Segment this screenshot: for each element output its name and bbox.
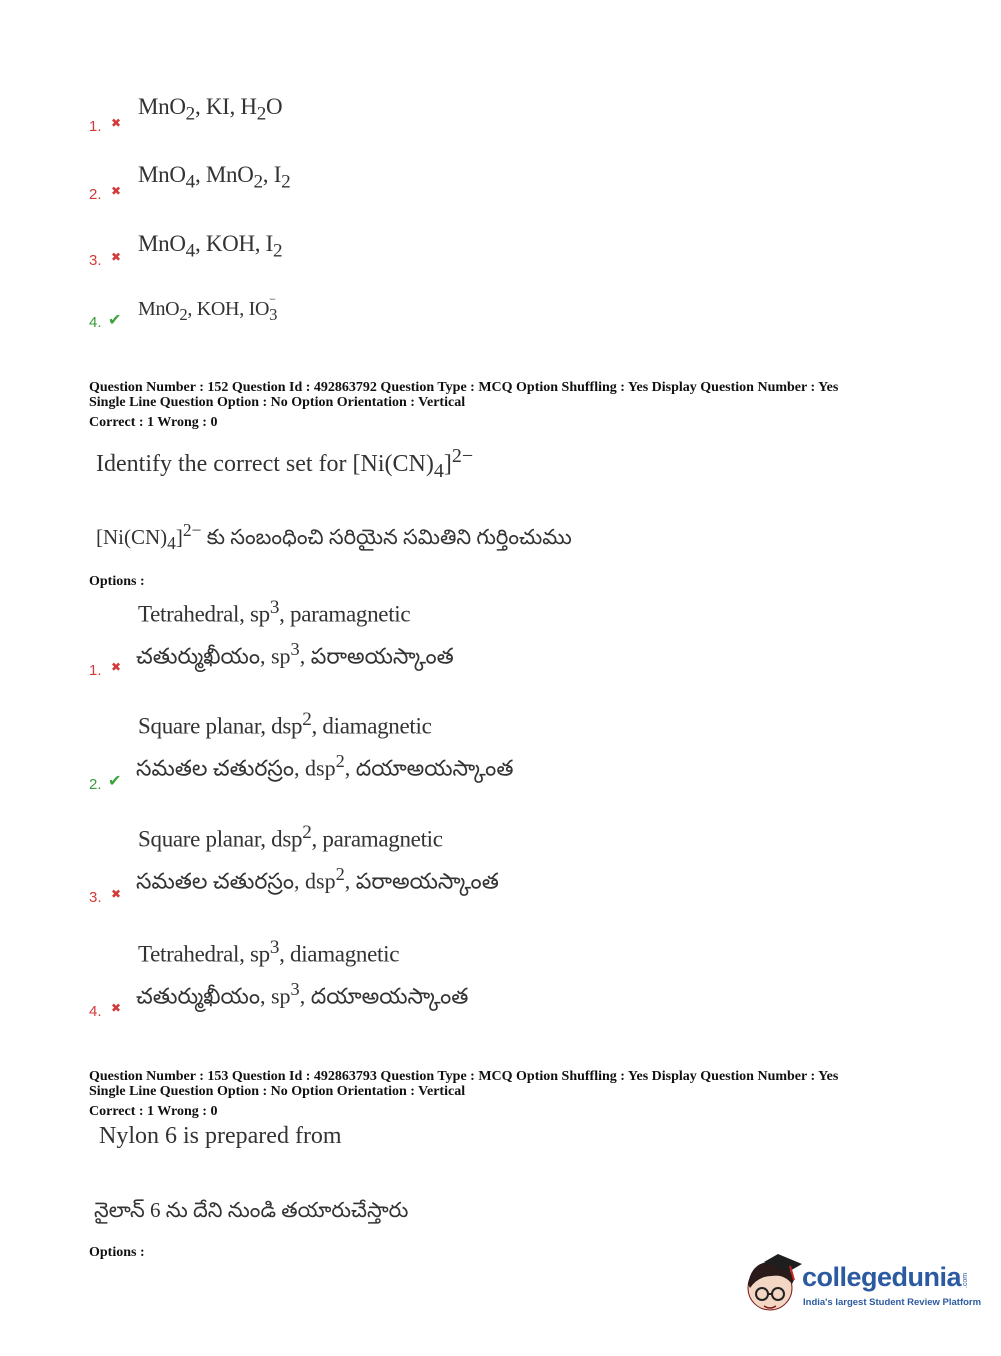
option-text-english: Square planar, dsp$^2$, paramagnetic <box>138 822 443 852</box>
brand-name: collegedunia <box>802 1262 962 1292</box>
question-text-english: Identify the correct set for $[Ni(CN)_4]^{2-}$ <box>96 445 474 482</box>
question-score-line: Correct : 1 Wrong : 0 <box>89 1104 218 1119</box>
option-number: 2. <box>89 776 102 793</box>
option-text-telugu: సమతల చతురస్రం, dsp$^2$, దయాఅయస్కాంత <box>136 751 514 781</box>
wrong-mark-icon: ✖ <box>111 250 122 264</box>
question-text-telugu: $[Ni(CN)_4]^{2-}$ కు సంబంధించి సరియైన సమితిని గుర్తించుము <box>96 520 572 554</box>
option-text: MnO$_2$, KOH, $IO_3$ − <box>138 292 278 324</box>
question-text-english: Nylon 6 is prepared from <box>99 1123 342 1149</box>
option-text-english: Tetrahedral, $sp^3$, diamagnetic <box>138 937 400 967</box>
question-score-line: Correct : 1 Wrong : 0 <box>89 415 218 430</box>
option-text: MnO$_4$, KOH, $I_2$ <box>138 231 283 262</box>
question-text-telugu: నైలాన్ 6 ను దేని నుండి తయారుచేస్తారు <box>94 1198 409 1222</box>
option-text: MnO$_2$, KI, $H_2O$ <box>138 94 283 125</box>
brand-tagline: India's largest Student Review Platform <box>803 1297 982 1308</box>
option-text-telugu: చతుర్ముఖీయం, $sp^3$, పరాఅయస్కాంత <box>136 639 454 669</box>
option-text-telugu: చతుర్ముఖీయం, $sp^3$, దయాఅయస్కాంత <box>136 979 469 1009</box>
option-text-english: Tetrahedral, $sp^3$, paramagnetic <box>138 597 411 627</box>
option-text-english: Square planar, dsp$^2$, diamagnetic <box>138 709 432 739</box>
option-number: 4. <box>89 1003 102 1020</box>
option-number: 4. <box>89 314 102 331</box>
option-number: 3. <box>89 889 102 906</box>
wrong-mark-icon: ✖ <box>111 887 122 901</box>
wrong-mark-icon: ✖ <box>111 1001 122 1015</box>
check-mark-icon: ✔ <box>108 771 122 790</box>
question-meta-line: Question Number : 153 Question Id : 492863793 Question Type : MCQ Option Shuffling : Yes Display Question Number : Yes <box>89 1069 839 1084</box>
brand-suffix: .com <box>962 1272 970 1289</box>
option-number: 3. <box>89 252 102 269</box>
wrong-mark-icon: ✖ <box>111 660 122 674</box>
question-meta-line: Question Number : 152 Question Id : 492863792 Question Type : MCQ Option Shuffling : Yes Display Question Number : Yes <box>89 380 839 395</box>
options-label: Options : <box>89 574 145 589</box>
option-number: 1. <box>89 662 102 679</box>
option-number: 2. <box>89 186 102 203</box>
wrong-mark-icon: ✖ <box>111 116 122 130</box>
check-mark-icon: ✔ <box>108 310 122 329</box>
question-meta-line: Single Line Question Option : No Option Orientation : Vertical <box>89 395 466 410</box>
option-text-telugu: సమతల చతురస్రం, dsp$^2$, పరాఅయస్కాంత <box>136 864 499 894</box>
option-number: 1. <box>89 118 102 135</box>
option-text: MnO$_4$, MnO$_2$, $I_2$ <box>138 162 291 193</box>
question-meta-line: Single Line Question Option : No Option Orientation : Vertical <box>89 1084 466 1099</box>
wrong-mark-icon: ✖ <box>111 184 122 198</box>
options-label: Options : <box>89 1245 145 1260</box>
